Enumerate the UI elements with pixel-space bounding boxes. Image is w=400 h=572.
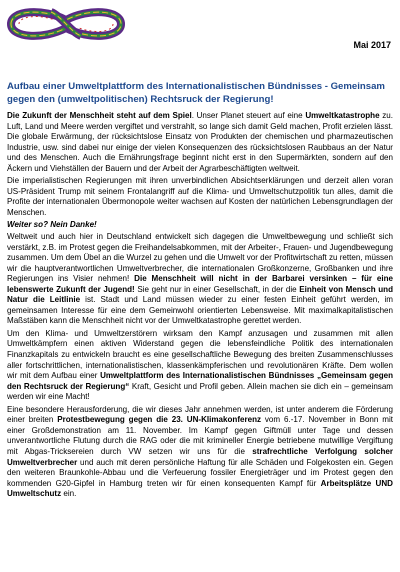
bold-run: Die Menschheit will nicht in der Barbarei versinken – für eine lebenswerte Zukunft der Jugend! (7, 274, 393, 294)
bold-run: Arbeitsplätze UND Umweltschutz (7, 478, 393, 499)
paragraph-5 (7, 405, 393, 500)
bold-run: Protestbewegung gegen die 23. UN-Klimakonferenz (57, 415, 262, 425)
text-run: . Unser Planet steuert auf eine (191, 111, 306, 120)
text-run: Weltweit und auch hier in Deutschland entwickelt sich dagegen die Umweltbewegung und schließt sich verstärkt, z.B. im Protest gegen die Freihandelsabkommen, mit der Arbeiter-, Frauen- und Jugendbewegung zusammen. Um dem Übel an die Wurzel zu gehen und die Umwelt vor der Profitwirtschaft zu retten, müssen wir die hauptverantwortlichen Umweltverbrecher, die internationalen Großkonzerne, Großbanken und ihre Regierungen ins Visier nehmen! (7, 232, 393, 284)
text-run: vom 6.-17. November in Bonn mit einer Großdemonstration am 11. November. Im Kampf gegen Giftmüll unter Tage und dessen unverantwortliche Flutung durch die RAG oder die mit krimineller Energie betriebene mutwillige Vergiftung mit Abgas-Tricksereien durch VW setzen wir uns für die (7, 415, 393, 456)
text-run: Kraft, Gesicht und Profil geben. Allein machen sie dich ein – gemeinsam werden wir eine Macht! (7, 381, 393, 402)
bold-run: strafrechtliche Verfolgung solcher Umweltverbrecher (7, 446, 394, 467)
text-run: Um den Klima- und Umweltzerstörern wirksam den Kampf anzusagen und zusammen mit allen Umweltkämpfern einen aktiven Widerstand gegen die lebensfeindliche Politik des internationalen Finanzkapitals zu entwickeln braucht es eine gesellschaftliche Bewegung des breiten Zusammenschlusses aller fortschrittlichen, internationalistischen, klassenkämpferischen und revolutionären Kräfte. Dem wollen wir mit dem Aufbau einer (7, 328, 393, 381)
document-body (7, 111, 393, 502)
paragraph-2 (7, 176, 393, 218)
paragraph-4 (7, 329, 393, 403)
text-run: ist. Stadt und Land müssen wieder zu einer festen Einheit geführt werden, im gemeinsamen Interesse für eine dem Gemeinwohl orientierten Lebensweise. Mit maximalkapitalistischen Maßstäben kann die Menschheit nicht vor der Umweltkatastrophe gerettet werden. (7, 295, 393, 326)
bold-run: Umweltplattform des Internationalistischen Bündnisses „Gemeinsam gegen den Rechtsruck der Regierung“ (7, 371, 393, 391)
text-run: Sie geht nur in einer Gesellschaft, in der die (134, 284, 300, 294)
paragraph-1 (7, 111, 393, 174)
subheading: Weiter so? Nein Danke! (7, 220, 97, 230)
text-run: und auch mit deren persönliche Haftung für alle Schäden und Folgekosten ein. Gegen den weiteren Braunkohle-Abbau und die Verfeuerung fossiler Energieträger und im Protest gegen den kommenden G20-Gipfel in Hamburg treten wir für einen konsequenten Kampf für (7, 457, 393, 488)
text-run: Eine besondere Herausforderung, die wir dieses Jahr annehmen werden, ist unter anderem die Förderung einer breiten (7, 404, 393, 425)
document-title: Aufbau einer Umweltplattform des Internationalistischen Bündnisses - Gemeinsam gegen den (umweltpolitischen) Rechtsruck der Regierung! (7, 81, 385, 105)
text-run: zu. Luft, Land und Meere werden vergiftet und verstrahlt, so lange sich damit Geld machen, Profit erzielen lässt. Die globale Erwärmung, der rücksichtslose Einsatz von Produkten der chemischen und pharmazeutischen Industrie, usw. sind dabei nur einige der vielen Konsequenzen des rücksichtslosen Raubbaus an der Natur und des Menschen. Auch die Ernährungsfrage beginnt nicht erst in den Supermärkten, sondern auf den Äckern und Viehställen der Bauern und der Arbeit der Agrarbeschäftigten weltweit. (7, 111, 393, 173)
paragraph-3 (7, 232, 393, 327)
knot-logo-icon (3, 2, 129, 46)
document-date: Mai 2017 (353, 40, 391, 50)
bold-run: Umweltkatastrophe (305, 111, 380, 120)
bold-run: Die Zukunft der Menschheit steht auf dem Spiel (7, 111, 192, 120)
text-run: ein. (61, 489, 77, 499)
bold-run: Einheit von Mensch und Natur die Leitlinie (7, 284, 393, 305)
text-run: Die imperialistischen Regierungen mit ihren unverbindlichen Absichtserklärungen und derzeit allen voran US-Präsident Trump mit seinem Frontalangriff auf die Klima- und Umweltschutzpolitik tun alles, damit die Profite der internationalen Übermonopole weiter wachsen auf Kosten der natürlichen Lebensgrundlagen der Menschen. (7, 176, 393, 217)
